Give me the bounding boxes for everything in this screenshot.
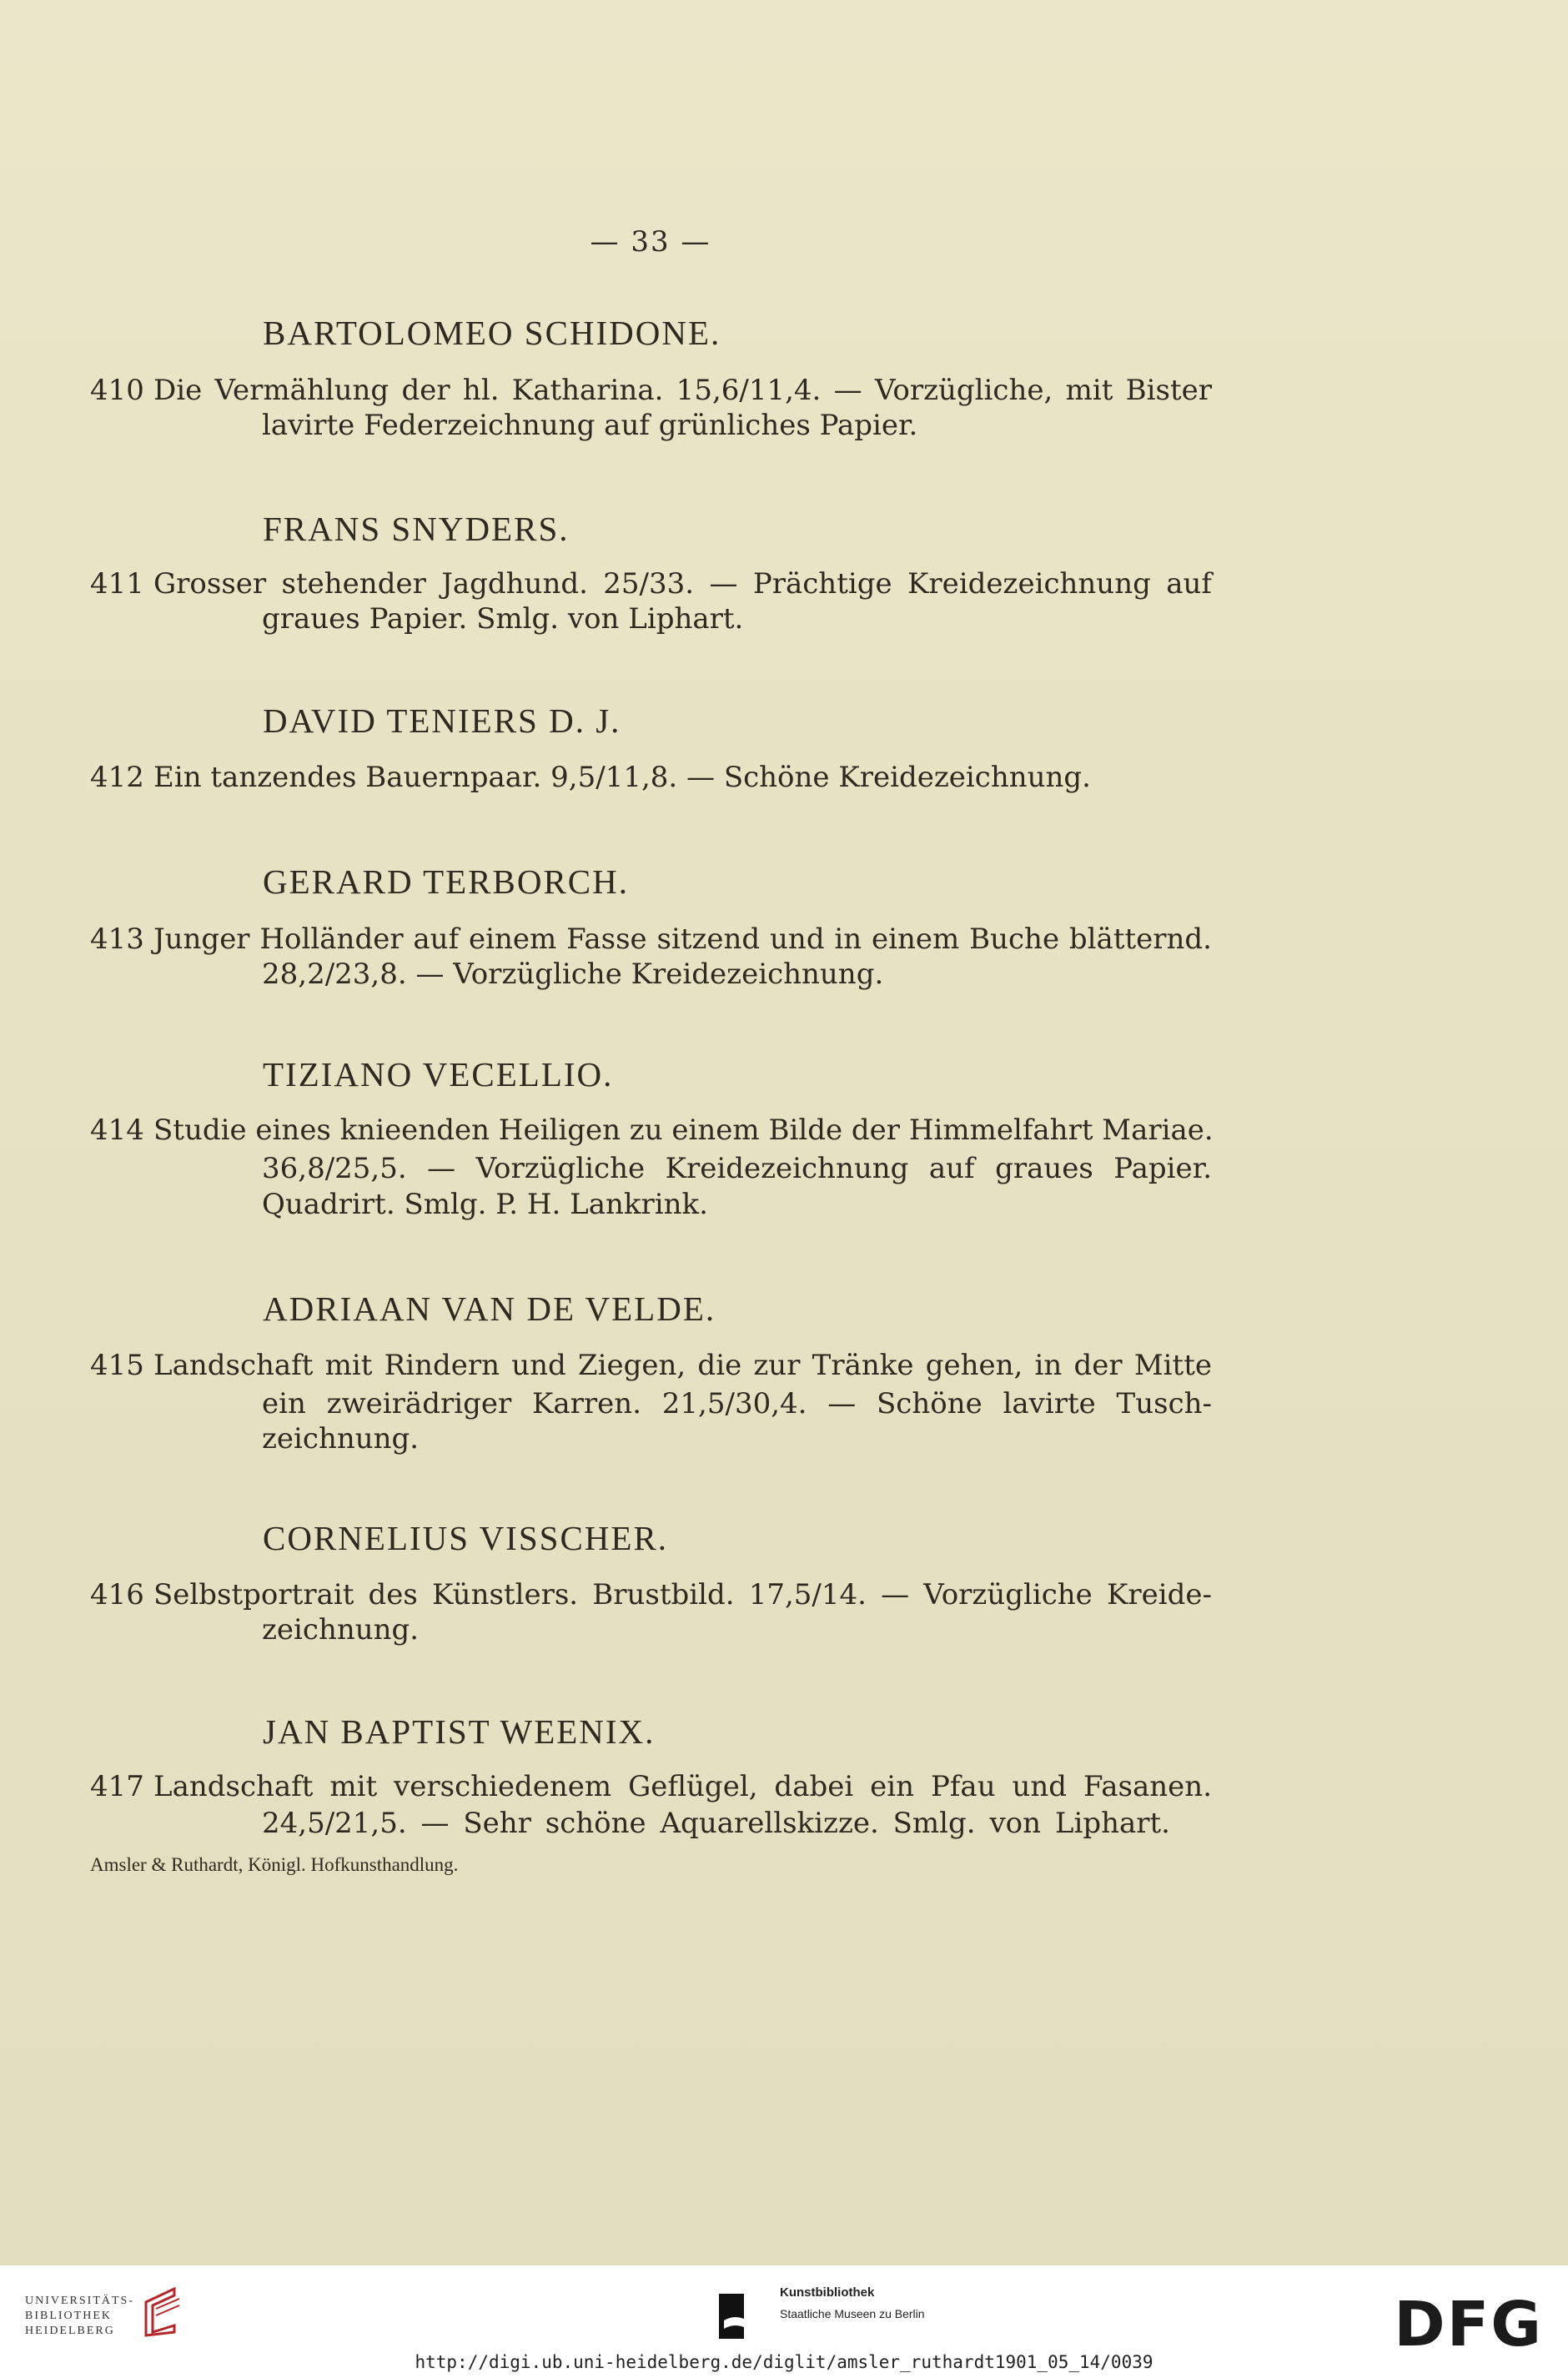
artist-heading: ADRIAAN VAN DE VELDE.: [263, 1290, 716, 1328]
dfg-logo[interactable]: DFG: [1394, 2289, 1543, 2360]
artist-heading: JAN BAPTIST WEENIX.: [263, 1712, 656, 1751]
university-logo-icon[interactable]: [138, 2284, 188, 2342]
artist-heading: CORNELIUS VISSCHER.: [263, 1519, 669, 1557]
entry-text: Ein tanzendes Bauernpaar. 9,5/11,8. — Schöne Kreidezeichnung.: [153, 761, 1091, 794]
entry-number: 416: [90, 1578, 144, 1611]
museum-title: Kunstbibliothek: [780, 2285, 875, 2300]
entry-text-line: 24,5/21,5. — Sehr schöne Aquarellskizze. Smlg. von Liphart.: [262, 1807, 1170, 1840]
entry-number: 417: [90, 1770, 144, 1803]
entry-text: Die Vermählung der hl. Katharina. 15,6/11,4. — Vorzügliche, mit Bister: [153, 374, 1212, 407]
entry-number: 414: [90, 1114, 144, 1147]
university-label-line: BIBLIOTHEK: [25, 2310, 112, 2322]
entry-number: 412: [90, 761, 144, 794]
entry-number: 413: [90, 923, 144, 956]
page-number: — 33 —: [590, 225, 711, 259]
university-label-line: UNIVERSITÄTS-: [25, 2295, 134, 2307]
entry-text-line: 36,8/25,5. — Vorzügliche Kreidezeichnung auf graues Papier.: [262, 1152, 1212, 1185]
entry-text-line: ein zweirädriger Karren. 21,5/30,4. — Schöne lavirte Tusch-: [262, 1387, 1212, 1420]
museum-subtitle: Staatliche Museen zu Berlin: [780, 2307, 925, 2320]
viewer-footer: [0, 2265, 1568, 2378]
artist-heading: BARTOLOMEO SCHIDONE.: [263, 314, 721, 352]
artist-heading: TIZIANO VECELLIO.: [263, 1055, 614, 1093]
kunstbibliothek-logo-icon[interactable]: [717, 2292, 763, 2342]
entry-text: Studie eines knieenden Heiligen zu einem Bilde der Himmelfahrt Mariae.: [153, 1114, 1214, 1147]
entry-text: Landschaft mit Rindern und Ziegen, die zur Tränke gehen, in der Mitte: [153, 1349, 1212, 1382]
entry-number: 415: [90, 1349, 144, 1382]
entry-text-line: lavirte Federzeichnung auf grünliches Papier.: [262, 409, 918, 442]
entry-text-line: zeichnung.: [262, 1422, 420, 1455]
artist-heading: DAVID TENIERS D. J.: [263, 701, 621, 740]
university-library-label[interactable]: [25, 2294, 134, 2339]
entry-text: Grosser stehender Jagdhund. 25/33. — Prächtige Kreidezeichnung auf: [153, 567, 1212, 601]
entry-text: Selbstportrait des Künstlers. Brustbild. 17,5/14. — Vorzügliche Kreide-: [153, 1578, 1212, 1611]
entry-text-line: graues Papier. Smlg. von Liphart.: [262, 602, 744, 636]
entry-text-line: Quadrirt. Smlg. P. H. Lankrink.: [262, 1188, 708, 1221]
entry-text: Landschaft mit verschiedenem Geflügel, dabei ein Pfau und Fasanen.: [153, 1770, 1212, 1803]
entry-number: 411: [90, 567, 144, 601]
permalink-url[interactable]: http://digi.ub.uni-heidelberg.de/diglit/amsler_ruthardt1901_05_14/0039: [415, 2352, 1153, 2372]
entry-text-line: zeichnung.: [262, 1613, 420, 1647]
artist-heading: FRANS SNYDERS.: [263, 510, 570, 548]
entry-number: 410: [90, 374, 144, 407]
publisher-imprint: Amsler & Ruthardt, Königl. Hofkunsthandlung.: [90, 1854, 459, 1875]
university-label-line: HEIDELBERG: [25, 2325, 115, 2337]
entry-text-line: 28,2/23,8. — Vorzügliche Kreidezeichnung.: [262, 958, 884, 991]
artist-heading: GERARD TERBORCH.: [263, 862, 630, 901]
entry-text: Junger Holländer auf einem Fasse sitzend und in einem Buche blätternd.: [153, 923, 1212, 956]
